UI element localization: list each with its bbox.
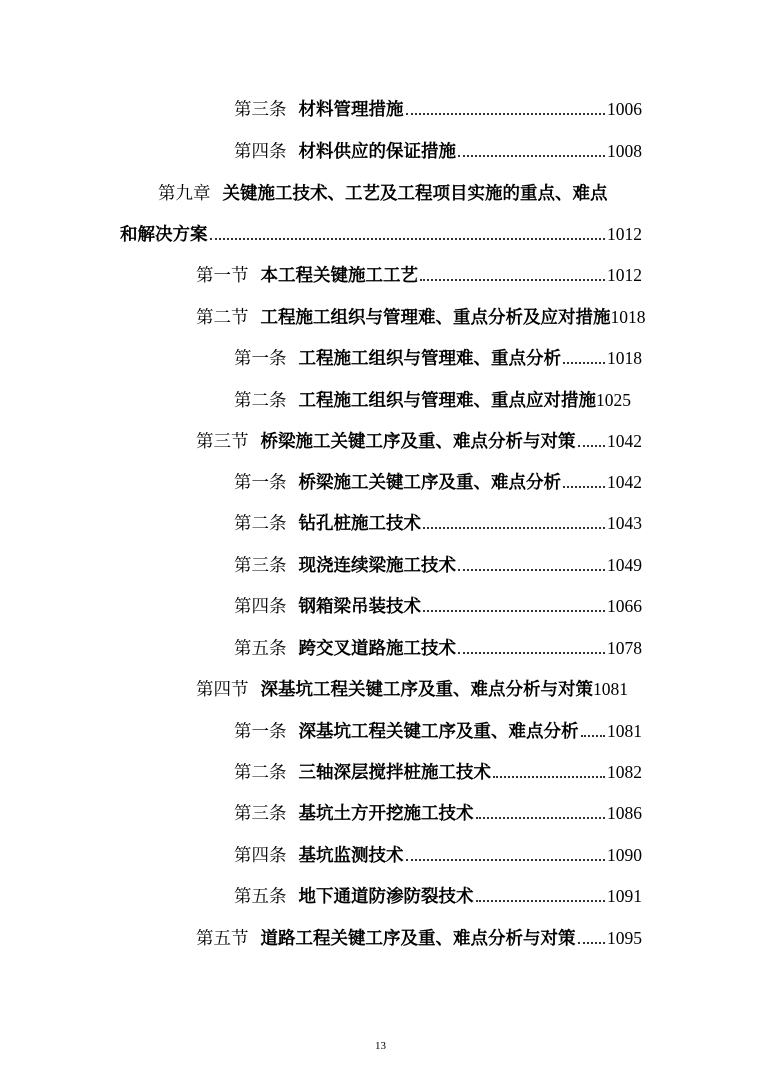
- toc-entry[interactable]: [234, 510, 642, 538]
- toc-entry-title: 三轴深层搅拌桩施工技术: [298, 763, 491, 783]
- toc-entry[interactable]: [234, 842, 642, 870]
- toc-entry-label: 第三条: [234, 100, 287, 120]
- toc-entry-title: 桥梁施工关键工序及重、难点分析: [298, 473, 561, 493]
- dot-leader: [406, 112, 606, 115]
- dot-leader: [423, 609, 605, 612]
- toc-entry-page: 1018: [610, 307, 646, 327]
- toc-entry-title: 桥梁施工关键工序及重、难点分析与对策: [260, 432, 576, 452]
- toc-entry-label: 第二条: [234, 391, 287, 411]
- toc-entry-title: 材料供应的保证措施: [298, 142, 456, 162]
- toc-entry[interactable]: [196, 428, 642, 456]
- toc-entry-label: 第四条: [234, 597, 287, 617]
- dot-leader: [578, 941, 606, 944]
- toc-entry[interactable]: [196, 925, 642, 953]
- toc-entry[interactable]: [234, 345, 642, 373]
- toc-entry-label: 第三条: [234, 804, 287, 824]
- toc-entry-page: 1012: [607, 265, 642, 285]
- toc-entry-title: 工程施工组织与管理难、重点应对措施: [298, 391, 596, 411]
- dot-leader: [458, 568, 605, 571]
- toc-entry[interactable]: [234, 387, 652, 415]
- toc-entry-title: 工程施工组织与管理难、重点分析及应对措施: [260, 308, 611, 328]
- toc-entry-page: 1043: [607, 513, 642, 533]
- toc-entry-page: 1012: [607, 224, 642, 244]
- dot-leader: [420, 278, 605, 281]
- toc-entry[interactable]: [234, 469, 642, 497]
- toc-entry[interactable]: [234, 96, 642, 124]
- toc-entry-label: 第二条: [234, 514, 287, 534]
- dot-leader: [423, 526, 605, 529]
- toc-entry-label: 第三节: [196, 432, 249, 452]
- toc-entry-page: 1042: [607, 472, 642, 492]
- toc-entry[interactable]: [196, 304, 672, 332]
- toc-entry-page: 1042: [607, 431, 642, 451]
- toc-entry-label: 第四节: [196, 680, 249, 700]
- toc-entry[interactable]: [234, 800, 642, 828]
- toc-entry-title: 跨交叉道路施工技术: [298, 639, 456, 659]
- toc-chapter-heading[interactable]: [158, 180, 648, 208]
- toc-entry[interactable]: [196, 676, 656, 704]
- toc-entry-title: 现浇连续梁施工技术: [298, 556, 456, 576]
- dot-leader: [210, 237, 606, 240]
- toc-entry-title: 道路工程关键工序及重、难点分析与对策: [260, 929, 576, 949]
- toc-entry[interactable]: [234, 593, 642, 621]
- toc-entry-label: 第一条: [234, 473, 287, 493]
- toc-entry-title: 深基坑工程关键工序及重、难点分析: [298, 722, 579, 742]
- toc-entry-page: 1081: [593, 679, 628, 699]
- toc-entry-page: 1006: [607, 99, 642, 119]
- toc-entry-title: 和解决方案: [120, 225, 208, 245]
- page-number: 13: [375, 1040, 386, 1052]
- toc-entry-page: 1008: [607, 141, 642, 161]
- dot-leader: [578, 444, 606, 447]
- toc-entry-label: 第二条: [234, 763, 287, 783]
- toc-entry-page: 1082: [607, 762, 642, 782]
- toc-entry[interactable]: [196, 262, 642, 290]
- toc-entry-label: 第一条: [234, 722, 287, 742]
- dot-leader: [563, 361, 605, 364]
- toc-entry-title: 钢箱梁吊装技术: [298, 597, 421, 617]
- toc-entry-title: 基坑土方开挖施工技术: [298, 804, 474, 824]
- toc-entry-page: 1049: [607, 555, 642, 575]
- toc-entry-page: 1090: [607, 845, 642, 865]
- toc-entry-label: 第三条: [234, 556, 287, 576]
- toc-entry[interactable]: [234, 138, 642, 166]
- toc-entry-page: 1086: [607, 803, 642, 823]
- dot-leader: [406, 858, 606, 861]
- toc-entry-title: 基坑监测技术: [298, 846, 404, 866]
- toc-entry[interactable]: [120, 221, 642, 249]
- toc-entry[interactable]: [234, 759, 642, 787]
- toc-entry-label: 第一节: [196, 266, 249, 286]
- toc-entry-title: 地下通道防渗防裂技术: [298, 887, 474, 907]
- dot-leader: [458, 154, 605, 157]
- toc-entry-label: 第二节: [196, 308, 249, 328]
- toc-entry-title: 钻孔桩施工技术: [298, 514, 421, 534]
- toc-entry-label: 第九章: [158, 184, 211, 204]
- dot-leader: [493, 775, 605, 778]
- toc-entry-label: 第五节: [196, 929, 249, 949]
- toc-entry-title: 本工程关键施工工艺: [260, 266, 418, 286]
- toc-entry-page: 1025: [596, 390, 631, 410]
- dot-leader: [476, 816, 606, 819]
- toc-entry-label: 第一条: [234, 349, 287, 369]
- toc-entry[interactable]: [234, 552, 642, 580]
- dot-leader: [458, 651, 605, 654]
- toc-entry-page: 1018: [607, 348, 642, 368]
- toc-entry-title: 工程施工组织与管理难、重点分析: [298, 349, 561, 369]
- dot-leader: [581, 734, 606, 737]
- toc-entry-title: 关键施工技术、工艺及工程项目实施的重点、难点: [222, 184, 608, 204]
- toc-entry-page: 1078: [607, 638, 642, 658]
- toc-entry[interactable]: [234, 883, 642, 911]
- toc-entry-page: 1081: [607, 721, 642, 741]
- toc-entry-label: 第五条: [234, 887, 287, 907]
- toc-entry-title: 深基坑工程关键工序及重、难点分析与对策: [260, 680, 593, 700]
- toc-entry[interactable]: [234, 718, 642, 746]
- toc-entry-label: 第五条: [234, 639, 287, 659]
- toc-entry-page: 1095: [607, 928, 642, 948]
- toc-entry-page: 1091: [607, 886, 642, 906]
- toc-entry-label: 第四条: [234, 846, 287, 866]
- toc-entry-title: 材料管理措施: [298, 100, 404, 120]
- toc-entry[interactable]: [234, 635, 642, 663]
- toc-entry-page: 1066: [607, 596, 642, 616]
- dot-leader: [563, 485, 605, 488]
- toc-entry-label: 第四条: [234, 142, 287, 162]
- dot-leader: [476, 899, 606, 902]
